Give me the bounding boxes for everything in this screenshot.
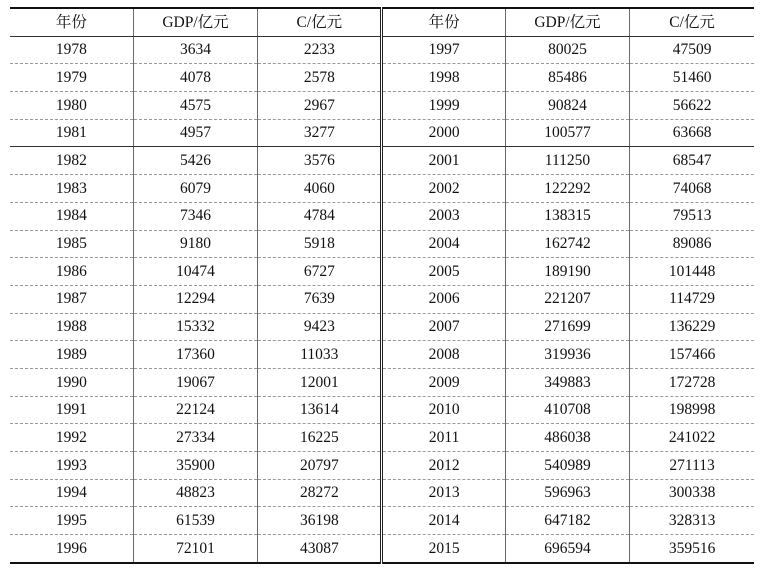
cell-gdp-right: 162742 [505,230,629,258]
table-row [10,368,754,396]
cell-year-right: 2003 [382,202,505,230]
cell-gdp-left: 19067 [133,368,257,396]
cell-year-right: 2009 [382,368,505,396]
cell-year-left: 1985 [10,230,133,258]
cell-c-right: 114729 [630,285,754,313]
cell-gdp-right: 111250 [505,147,629,175]
cell-c-left: 28272 [258,479,382,507]
table-row [10,313,754,341]
cell-gdp-left: 17360 [133,341,257,369]
cell-c-right: 101448 [630,258,754,286]
cell-c-left: 12001 [258,368,382,396]
cell-year-left: 1979 [10,64,133,92]
cell-gdp-left: 7346 [133,202,257,230]
cell-year-right: 2006 [382,285,505,313]
header-gdp-left: GDP/亿元 [133,8,257,36]
cell-gdp-right: 80025 [505,36,629,64]
cell-c-right: 359516 [630,535,754,563]
cell-gdp-left: 10474 [133,258,257,286]
cell-c-left: 3277 [258,119,382,147]
cell-gdp-right: 647182 [505,507,629,535]
table-row [10,341,754,369]
cell-gdp-right: 122292 [505,175,629,203]
cell-c-left: 4060 [258,175,382,203]
cell-c-right: 89086 [630,230,754,258]
cell-year-left: 1990 [10,368,133,396]
cell-year-left: 1995 [10,507,133,535]
cell-year-right: 2000 [382,119,505,147]
cell-gdp-left: 22124 [133,396,257,424]
table-row [10,119,754,147]
cell-c-right: 79513 [630,202,754,230]
cell-gdp-right: 596963 [505,479,629,507]
cell-year-right: 2001 [382,147,505,175]
cell-gdp-left: 6079 [133,175,257,203]
cell-year-left: 1987 [10,285,133,313]
cell-c-left: 3576 [258,147,382,175]
cell-year-left: 1992 [10,424,133,452]
cell-gdp-right: 540989 [505,452,629,480]
table-row [10,64,754,92]
cell-year-right: 2002 [382,175,505,203]
cell-gdp-right: 90824 [505,92,629,120]
cell-year-right: 2013 [382,479,505,507]
cell-c-left: 11033 [258,341,382,369]
table-body [10,36,754,563]
cell-year-right: 2005 [382,258,505,286]
cell-gdp-right: 221207 [505,285,629,313]
table-row [10,36,754,64]
table-row [10,424,754,452]
cell-gdp-right: 271699 [505,313,629,341]
cell-gdp-right: 486038 [505,424,629,452]
table-row [10,92,754,120]
cell-c-right: 51460 [630,64,754,92]
cell-c-right: 56622 [630,92,754,120]
cell-year-right: 2012 [382,452,505,480]
cell-c-right: 241022 [630,424,754,452]
cell-year-right: 1998 [382,64,505,92]
cell-c-left: 6727 [258,258,382,286]
cell-year-right: 2014 [382,507,505,535]
cell-year-left: 1993 [10,452,133,480]
cell-year-left: 1986 [10,258,133,286]
cell-c-right: 157466 [630,341,754,369]
cell-year-right: 2011 [382,424,505,452]
cell-c-right: 198998 [630,396,754,424]
cell-c-left: 2233 [258,36,382,64]
cell-gdp-left: 35900 [133,452,257,480]
cell-year-right: 2015 [382,535,505,563]
cell-c-right: 328313 [630,507,754,535]
cell-gdp-left: 5426 [133,147,257,175]
table-row [10,479,754,507]
cell-gdp-left: 4078 [133,64,257,92]
cell-c-left: 13614 [258,396,382,424]
cell-c-left: 2967 [258,92,382,120]
cell-year-right: 1997 [382,36,505,64]
cell-c-right: 68547 [630,147,754,175]
cell-gdp-left: 61539 [133,507,257,535]
cell-c-left: 36198 [258,507,382,535]
cell-year-left: 1978 [10,36,133,64]
cell-gdp-right: 138315 [505,202,629,230]
cell-gdp-right: 410708 [505,396,629,424]
cell-c-left: 9423 [258,313,382,341]
header-year-right: 年份 [382,8,505,36]
cell-c-left: 4784 [258,202,382,230]
gdp-consumption-table [10,7,754,564]
cell-c-right: 300338 [630,479,754,507]
cell-c-left: 43087 [258,535,382,563]
cell-gdp-left: 12294 [133,285,257,313]
cell-year-left: 1988 [10,313,133,341]
table-row [10,535,754,563]
cell-year-left: 1991 [10,396,133,424]
cell-year-right: 2004 [382,230,505,258]
cell-year-left: 1994 [10,479,133,507]
table-row [10,258,754,286]
cell-c-left: 2578 [258,64,382,92]
table-row [10,147,754,175]
cell-year-left: 1982 [10,147,133,175]
cell-year-right: 2007 [382,313,505,341]
cell-c-right: 47509 [630,36,754,64]
cell-year-left: 1983 [10,175,133,203]
cell-c-right: 63668 [630,119,754,147]
cell-gdp-right: 696594 [505,535,629,563]
cell-year-right: 2010 [382,396,505,424]
table-row [10,285,754,313]
cell-c-right: 271113 [630,452,754,480]
table-row [10,507,754,535]
table-row [10,202,754,230]
header-c-right: C/亿元 [630,8,754,36]
cell-gdp-left: 3634 [133,36,257,64]
cell-c-left: 5918 [258,230,382,258]
header-year-left: 年份 [10,8,133,36]
cell-gdp-right: 319936 [505,341,629,369]
cell-gdp-right: 189190 [505,258,629,286]
cell-c-right: 172728 [630,368,754,396]
cell-year-left: 1989 [10,341,133,369]
header-gdp-right: GDP/亿元 [505,8,629,36]
cell-gdp-left: 4957 [133,119,257,147]
cell-year-left: 1984 [10,202,133,230]
cell-year-right: 1999 [382,92,505,120]
cell-year-left: 1996 [10,535,133,563]
cell-c-left: 16225 [258,424,382,452]
cell-gdp-left: 27334 [133,424,257,452]
table-row [10,452,754,480]
cell-year-left: 1980 [10,92,133,120]
table-row [10,396,754,424]
cell-gdp-left: 72101 [133,535,257,563]
cell-gdp-right: 85486 [505,64,629,92]
cell-gdp-left: 15332 [133,313,257,341]
cell-c-right: 74068 [630,175,754,203]
cell-gdp-left: 48823 [133,479,257,507]
header-c-left: C/亿元 [258,8,382,36]
cell-year-left: 1981 [10,119,133,147]
cell-gdp-left: 9180 [133,230,257,258]
cell-gdp-right: 100577 [505,119,629,147]
header-row [10,8,754,36]
table-row [10,230,754,258]
cell-gdp-right: 349883 [505,368,629,396]
table-row [10,175,754,203]
cell-gdp-left: 4575 [133,92,257,120]
cell-c-left: 7639 [258,285,382,313]
cell-c-left: 20797 [258,452,382,480]
cell-c-right: 136229 [630,313,754,341]
cell-year-right: 2008 [382,341,505,369]
